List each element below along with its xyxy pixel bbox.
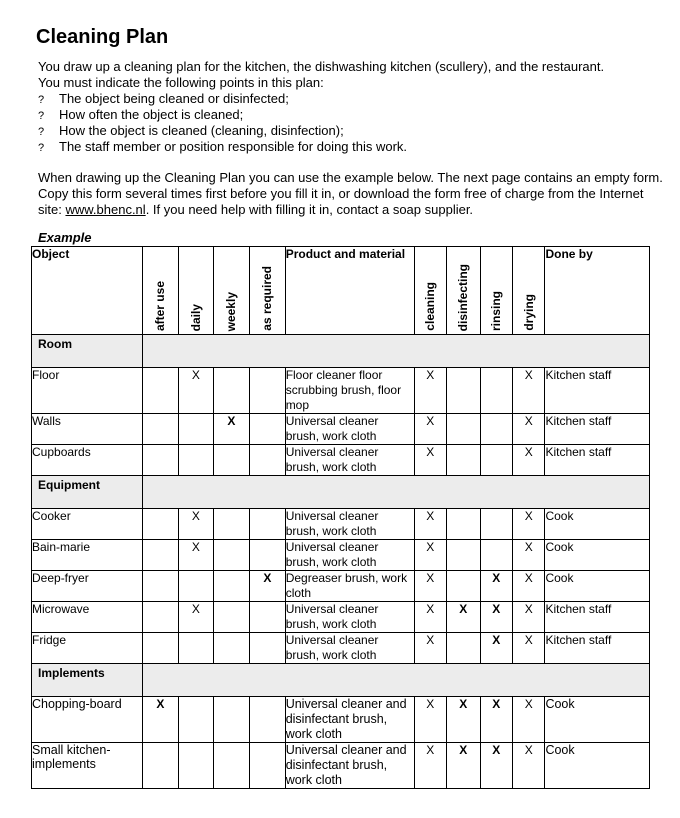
cell-daily: X bbox=[179, 602, 214, 633]
header-drying bbox=[512, 247, 544, 335]
bullet-text: The staff member or position responsible for doing this work. bbox=[59, 139, 408, 154]
cell-daily bbox=[179, 633, 214, 664]
cell-product: Universal cleaner brush, work cloth bbox=[285, 602, 414, 633]
cell-cleaning: X bbox=[414, 571, 446, 602]
cell-product: Floor cleaner floor scrubbing brush, floor mop bbox=[285, 368, 414, 414]
section-row-implements bbox=[32, 664, 650, 697]
cell-disinfecting: X bbox=[447, 743, 480, 789]
cell-object: Chopping-board bbox=[32, 697, 143, 743]
table-row bbox=[32, 445, 650, 476]
cell-product: Universal cleaner brush, work cloth bbox=[285, 445, 414, 476]
bullet-text: How often the object is cleaned; bbox=[59, 107, 244, 122]
cell-done-by: Kitchen staff bbox=[545, 633, 650, 664]
cell-weekly bbox=[213, 445, 250, 476]
cell-disinfecting bbox=[447, 540, 480, 571]
header-drying-label: drying bbox=[521, 294, 536, 331]
cell-product: Universal cleaner brush, work cloth bbox=[285, 509, 414, 540]
cell-as-required bbox=[250, 368, 286, 414]
cell-after-use bbox=[142, 602, 179, 633]
cell-done-by: Kitchen staff bbox=[545, 414, 650, 445]
cell-rinsing bbox=[480, 540, 512, 571]
cell-disinfecting bbox=[447, 509, 480, 540]
cell-daily bbox=[179, 414, 214, 445]
header-after-use-label: after use bbox=[153, 280, 168, 331]
cell-drying: X bbox=[512, 540, 544, 571]
cell-after-use bbox=[142, 414, 179, 445]
list-item bbox=[38, 139, 658, 155]
section-name: Room bbox=[32, 335, 143, 368]
cell-rinsing bbox=[480, 368, 512, 414]
cell-weekly bbox=[213, 743, 250, 789]
cell-cleaning: X bbox=[414, 368, 446, 414]
instructions-text-end: . If you need help with filling it in, contact a soap supplier. bbox=[145, 202, 474, 217]
cell-disinfecting bbox=[447, 368, 480, 414]
cell-cleaning: X bbox=[414, 414, 446, 445]
page-title: Cleaning Plan bbox=[36, 26, 169, 48]
cell-after-use bbox=[142, 445, 179, 476]
cell-product: Universal cleaner brush, work cloth bbox=[285, 414, 414, 445]
cell-daily bbox=[179, 571, 214, 602]
bullet-glyph: ? bbox=[38, 142, 45, 154]
header-object: Object bbox=[32, 247, 143, 335]
table-row bbox=[32, 540, 650, 571]
header-daily-label: daily bbox=[188, 303, 203, 331]
header-done-by: Done by bbox=[545, 247, 650, 335]
cell-rinsing: X bbox=[480, 571, 512, 602]
cell-cleaning: X bbox=[414, 633, 446, 664]
cell-done-by: Kitchen staff bbox=[545, 602, 650, 633]
cell-after-use bbox=[142, 743, 179, 789]
header-weekly-label: weekly bbox=[224, 291, 239, 331]
cell-daily bbox=[179, 697, 214, 743]
table-row bbox=[32, 697, 650, 743]
cell-drying: X bbox=[512, 633, 544, 664]
list-item bbox=[38, 91, 658, 107]
cell-object: Bain-marie bbox=[32, 540, 143, 571]
cell-disinfecting bbox=[447, 571, 480, 602]
section-row-room bbox=[32, 335, 650, 368]
cell-rinsing: X bbox=[480, 697, 512, 743]
header-disinfecting-label: disinfecting bbox=[456, 263, 471, 331]
cell-disinfecting: X bbox=[447, 602, 480, 633]
cell-as-required: X bbox=[250, 571, 286, 602]
table-row bbox=[32, 509, 650, 540]
cell-after-use bbox=[142, 368, 179, 414]
header-daily bbox=[179, 247, 214, 335]
cell-weekly bbox=[213, 602, 250, 633]
cell-cleaning: X bbox=[414, 540, 446, 571]
cell-weekly bbox=[213, 509, 250, 540]
cell-after-use: X bbox=[142, 697, 179, 743]
cell-after-use bbox=[142, 633, 179, 664]
section-row-equipment bbox=[32, 476, 650, 509]
cell-product: Universal cleaner brush, work cloth bbox=[285, 540, 414, 571]
cell-object: Walls bbox=[32, 414, 143, 445]
cell-done-by: Cook bbox=[545, 509, 650, 540]
cell-disinfecting: X bbox=[447, 697, 480, 743]
cell-drying: X bbox=[512, 414, 544, 445]
cell-done-by: Kitchen staff bbox=[545, 368, 650, 414]
cell-cleaning: X bbox=[414, 445, 446, 476]
points-list bbox=[38, 91, 658, 155]
cell-done-by: Cook bbox=[545, 540, 650, 571]
cell-cleaning: X bbox=[414, 697, 446, 743]
cell-rinsing: X bbox=[480, 633, 512, 664]
table-header-row bbox=[32, 247, 650, 335]
website-link[interactable]: www.bhenc.nl bbox=[65, 202, 146, 217]
instructions-paragraph bbox=[38, 170, 668, 218]
cell-daily bbox=[179, 445, 214, 476]
header-as-required-label: as required bbox=[260, 266, 275, 331]
header-rinsing-label: rinsing bbox=[489, 290, 504, 331]
cell-drying: X bbox=[512, 445, 544, 476]
cell-cleaning: X bbox=[414, 602, 446, 633]
cell-drying: X bbox=[512, 602, 544, 633]
section-fill bbox=[142, 335, 649, 368]
cell-weekly bbox=[213, 571, 250, 602]
cell-rinsing: X bbox=[480, 602, 512, 633]
cell-as-required bbox=[250, 743, 286, 789]
list-item bbox=[38, 123, 658, 139]
cell-product: Universal cleaner and disinfectant brush, work cloth bbox=[285, 697, 414, 743]
header-disinfecting bbox=[447, 247, 480, 335]
section-fill bbox=[142, 476, 649, 509]
bullet-text: The object being cleaned or disinfected; bbox=[59, 91, 289, 106]
cell-done-by: Cook bbox=[545, 697, 650, 743]
cell-product: Universal cleaner brush, work cloth bbox=[285, 633, 414, 664]
cell-cleaning: X bbox=[414, 743, 446, 789]
cell-object: Floor bbox=[32, 368, 143, 414]
section-name: Implements bbox=[32, 664, 143, 697]
cell-object: Small kitchen-implements bbox=[32, 743, 143, 789]
cell-done-by: Cook bbox=[545, 571, 650, 602]
cell-disinfecting bbox=[447, 414, 480, 445]
cell-weekly: X bbox=[213, 414, 250, 445]
intro-line-2: You must indicate the following points in this plan: bbox=[38, 75, 324, 90]
cell-as-required bbox=[250, 509, 286, 540]
cell-daily: X bbox=[179, 509, 214, 540]
bullet-glyph: ? bbox=[38, 94, 45, 106]
cell-after-use bbox=[142, 540, 179, 571]
table-row bbox=[32, 571, 650, 602]
cell-drying: X bbox=[512, 743, 544, 789]
cell-as-required bbox=[250, 697, 286, 743]
cell-drying: X bbox=[512, 697, 544, 743]
intro-line-1: You draw up a cleaning plan for the kitchen, the dishwashing kitchen (scullery), and the restaurant. bbox=[38, 59, 605, 74]
instructions-text: When drawing up the Cleaning Plan you can use the example below. The next page contains an empty form. Copy this form several times first before you fill it in, or download the form free of charge from the Internet site: bbox=[38, 170, 663, 217]
cell-drying: X bbox=[512, 368, 544, 414]
cell-product: Degreaser brush, work cloth bbox=[285, 571, 414, 602]
header-product: Product and material bbox=[285, 247, 414, 335]
table-row bbox=[32, 743, 650, 789]
cell-as-required bbox=[250, 602, 286, 633]
cell-object: Microwave bbox=[32, 602, 143, 633]
cell-disinfecting bbox=[447, 633, 480, 664]
cell-as-required bbox=[250, 414, 286, 445]
example-label: Example bbox=[38, 230, 92, 245]
cell-weekly bbox=[213, 540, 250, 571]
cell-cleaning: X bbox=[414, 509, 446, 540]
cell-after-use bbox=[142, 509, 179, 540]
cell-drying: X bbox=[512, 571, 544, 602]
cell-object: Cooker bbox=[32, 509, 143, 540]
cell-drying: X bbox=[512, 509, 544, 540]
table-row bbox=[32, 368, 650, 414]
cell-weekly bbox=[213, 697, 250, 743]
header-cleaning-label: cleaning bbox=[423, 282, 438, 331]
cell-done-by: Cook bbox=[545, 743, 650, 789]
bullet-glyph: ? bbox=[38, 126, 45, 138]
cell-disinfecting bbox=[447, 445, 480, 476]
cleaning-plan-table bbox=[31, 246, 650, 789]
cell-daily: X bbox=[179, 540, 214, 571]
cell-object: Deep-fryer bbox=[32, 571, 143, 602]
table-row bbox=[32, 414, 650, 445]
cell-weekly bbox=[213, 633, 250, 664]
bullet-glyph: ? bbox=[38, 110, 45, 122]
bullet-text: How the object is cleaned (cleaning, disinfection); bbox=[59, 123, 344, 138]
cell-rinsing: X bbox=[480, 743, 512, 789]
section-fill bbox=[142, 664, 649, 697]
cell-daily: X bbox=[179, 368, 214, 414]
cell-object: Cupboards bbox=[32, 445, 143, 476]
header-cleaning bbox=[414, 247, 446, 335]
header-rinsing bbox=[480, 247, 512, 335]
cell-product: Universal cleaner and disinfectant brush, work cloth bbox=[285, 743, 414, 789]
cell-rinsing bbox=[480, 509, 512, 540]
table-row bbox=[32, 602, 650, 633]
list-item bbox=[38, 107, 658, 123]
cell-as-required bbox=[250, 633, 286, 664]
table-row bbox=[32, 633, 650, 664]
cell-object: Fridge bbox=[32, 633, 143, 664]
cell-rinsing bbox=[480, 445, 512, 476]
intro-text bbox=[38, 59, 658, 155]
section-name: Equipment bbox=[32, 476, 143, 509]
cell-daily bbox=[179, 743, 214, 789]
header-weekly bbox=[213, 247, 250, 335]
cell-after-use bbox=[142, 571, 179, 602]
cell-weekly bbox=[213, 368, 250, 414]
cell-as-required bbox=[250, 445, 286, 476]
header-as-required bbox=[250, 247, 286, 335]
header-after-use bbox=[142, 247, 179, 335]
cell-rinsing bbox=[480, 414, 512, 445]
cell-done-by: Kitchen staff bbox=[545, 445, 650, 476]
cell-as-required bbox=[250, 540, 286, 571]
